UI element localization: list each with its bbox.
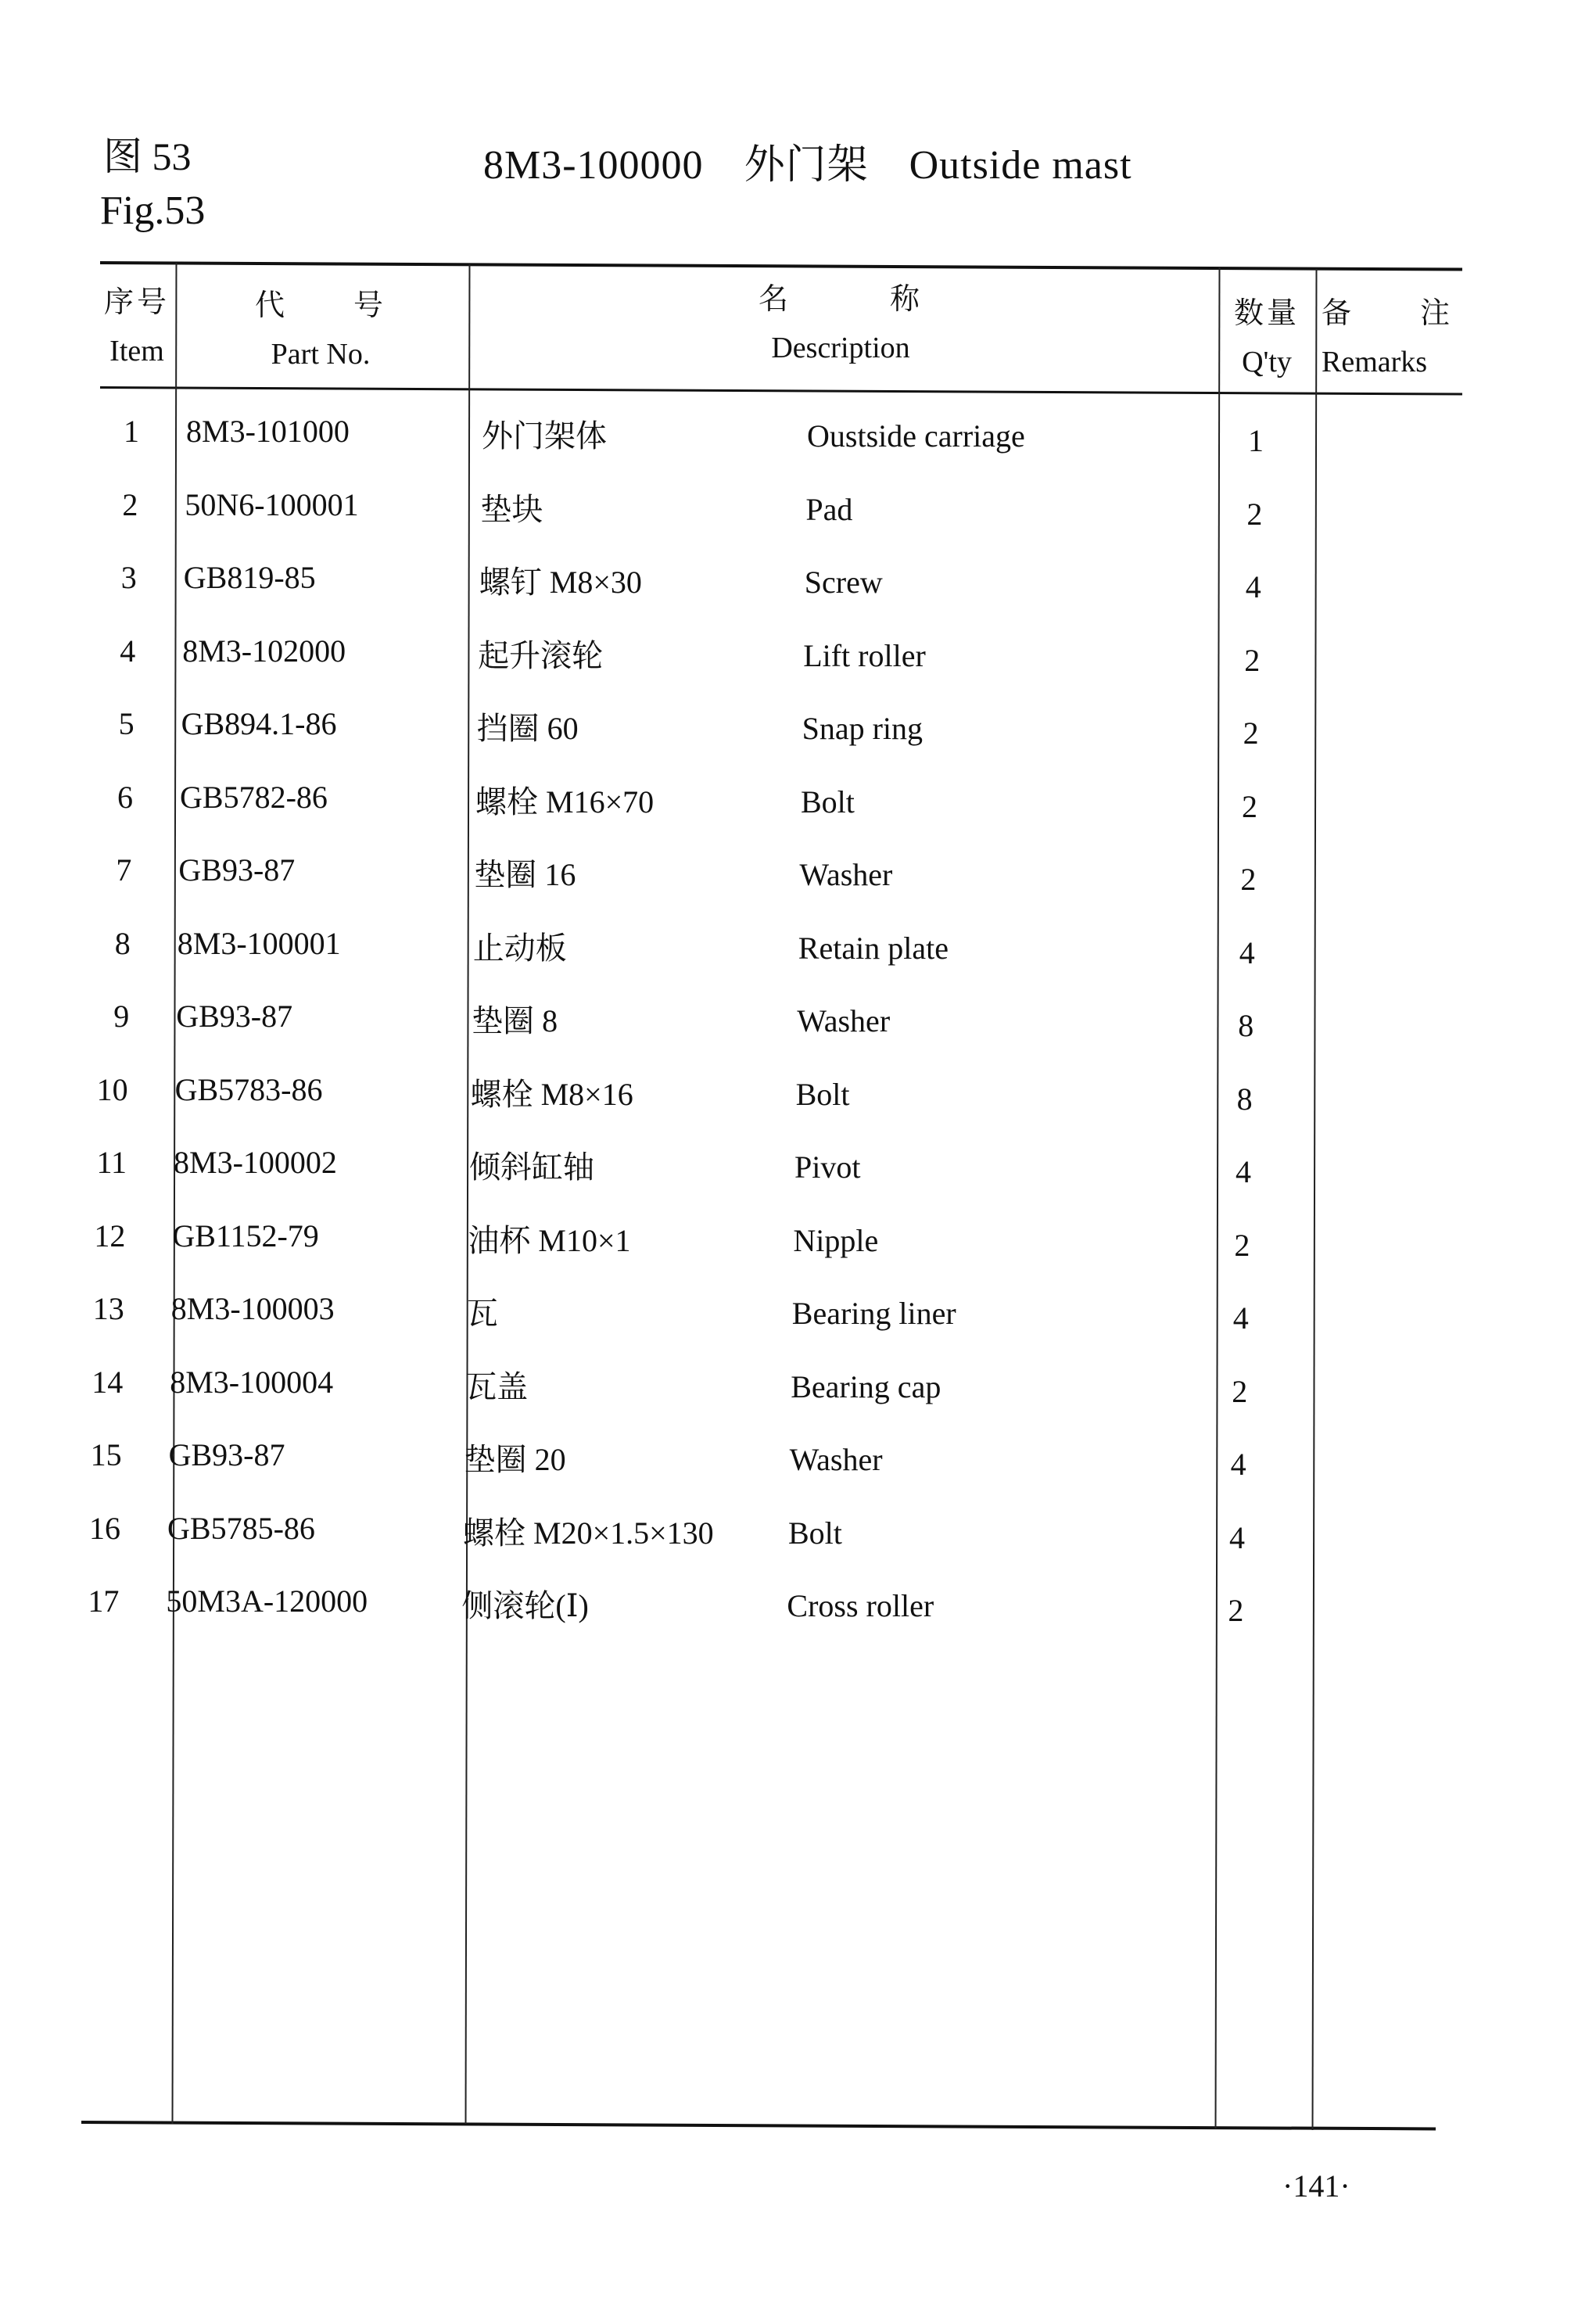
item-number: 3 [120,560,137,595]
part-number: GB894.1-86 [181,706,337,741]
name-en: Oustside carriage [807,418,1025,454]
quantity: 2 [1244,642,1261,678]
name-cn: 螺栓 M16×70 [475,784,655,819]
part-number: GB1152-79 [172,1218,319,1253]
table-row [0,774,1596,847]
part-number: 50M3A-120000 [166,1583,368,1619]
quantity: 4 [1245,569,1261,604]
part-number: 8M3-100004 [170,1364,334,1400]
name-en: Pivot [794,1149,861,1185]
column-header-part-no: 代 号 Part No. [254,289,386,371]
item-number: 2 [122,486,138,522]
name-cn: 挡圈 60 [476,711,579,746]
item-number: 5 [118,706,134,741]
part-number: 8M3-102000 [182,633,346,669]
name-cn: 外门架体 [482,418,607,454]
name-en: Washer [789,1442,883,1477]
item-number: 8 [114,925,131,961]
quantity: 8 [1236,1081,1253,1117]
name-cn: 起升滚轮 [478,637,604,673]
part-number: 50N6-100001 [185,486,359,522]
quantity: 2 [1228,1593,1244,1628]
name-en: Bolt [795,1076,850,1112]
name-cn: 倾斜缸轴 [469,1149,594,1185]
table-bottom-rule [81,2121,1436,2130]
name-cn: 油杯 M10×1 [468,1222,631,1258]
part-number: GB5785-86 [167,1510,315,1546]
quantity: 1 [1248,423,1264,458]
name-en: Bolt [788,1515,842,1551]
quantity: 4 [1239,934,1255,970]
quantity: 2 [1232,1373,1248,1409]
table-row [0,1359,1596,1432]
name-cn: 垫圈 16 [474,857,576,892]
item-number: 12 [94,1218,126,1253]
page-number: ·141· [1282,2168,1350,2204]
quantity: 4 [1230,1447,1246,1482]
table-row [0,482,1596,554]
name-en: Bolt [801,784,855,819]
name-cn: 瓦 [466,1296,498,1331]
column-header-remarks: 备 注 Remarks [1322,297,1454,378]
assembly-name-en: Outside mast [909,143,1132,188]
part-number: 8M3-100002 [174,1145,337,1180]
table-row [0,1139,1596,1212]
name-en: Washer [797,1003,891,1038]
figure-label-en: Fig.53 [100,188,206,233]
item-number: 17 [88,1583,120,1619]
name-en: Bearing cap [791,1368,941,1404]
item-number: 6 [117,779,133,815]
name-en: Retain plate [798,930,949,966]
quantity: 2 [1234,1227,1250,1263]
header-bottom-rule [100,386,1462,396]
table-row [0,1505,1596,1578]
table-row [0,408,1596,481]
name-cn: 垫圈 8 [472,1003,558,1038]
table-top-rule [100,261,1462,271]
part-number: 8M3-101000 [186,414,350,449]
column-header-description: 名 称 Description [758,283,923,364]
part-number: GB93-87 [168,1437,285,1472]
page-title [483,131,1132,190]
item-number: 9 [113,999,130,1034]
name-en: Bearing liner [791,1296,956,1331]
name-cn: 止动板 [472,930,567,966]
figure-label-cn: 图 53 [103,134,192,178]
table-row [0,847,1596,920]
part-number: GB5783-86 [174,1071,323,1107]
item-number: 10 [96,1071,128,1107]
part-number: 8M3-100003 [170,1291,335,1326]
name-cn: 侧滚轮(Ⅰ) [461,1588,589,1623]
name-cn: 瓦盖 [465,1368,529,1404]
name-en: Pad [805,491,853,527]
name-cn: 垫圈 20 [464,1442,566,1477]
table-row [0,920,1596,993]
quantity: 8 [1238,1008,1254,1043]
part-number: GB819-85 [183,560,316,595]
name-cn: 螺钉 M8×30 [479,565,642,600]
name-cn: 螺栓 M20×1.5×130 [463,1515,714,1551]
table-row [0,1578,1596,1651]
table-row [0,1432,1596,1504]
assembly-name-cn: 外门架 [744,143,869,188]
name-cn: 螺栓 M8×16 [470,1076,633,1112]
quantity: 4 [1229,1519,1245,1555]
item-number: 16 [89,1510,120,1546]
quantity: 4 [1236,1154,1251,1189]
table-row [0,1213,1596,1286]
name-en: Washer [799,857,893,892]
part-number: GB5782-86 [180,779,328,815]
name-en: Snap ring [802,711,924,746]
quantity: 4 [1232,1300,1249,1336]
item-number: 7 [116,852,132,888]
item-number: 4 [120,633,136,669]
table-row [0,1286,1596,1358]
name-en: Screw [804,565,883,600]
item-number: 15 [90,1437,122,1472]
name-cn: 垫块 [480,491,543,527]
quantity: 2 [1246,496,1263,532]
item-number: 14 [91,1364,124,1400]
name-en: Lift roller [803,637,926,673]
table-row [0,701,1596,773]
name-en: Nipple [793,1222,879,1258]
table-row [0,1067,1596,1139]
item-number: 11 [96,1145,127,1180]
name-en: Cross roller [787,1588,934,1623]
quantity: 2 [1242,788,1257,824]
item-number: 13 [92,1291,124,1326]
assembly-code: 8M3-100000 [483,143,704,188]
column-header-item: 序号 Item [103,286,170,368]
quantity: 2 [1240,862,1257,897]
table-row [0,993,1596,1066]
part-number: GB93-87 [178,852,296,888]
table-row [0,628,1596,701]
quantity: 2 [1243,715,1259,751]
column-header-qty: 数量 Q'ty [1233,297,1300,378]
part-number: GB93-87 [176,999,293,1034]
item-number: 1 [124,414,139,449]
part-number: 8M3-100001 [177,925,341,961]
table-row [0,554,1596,627]
